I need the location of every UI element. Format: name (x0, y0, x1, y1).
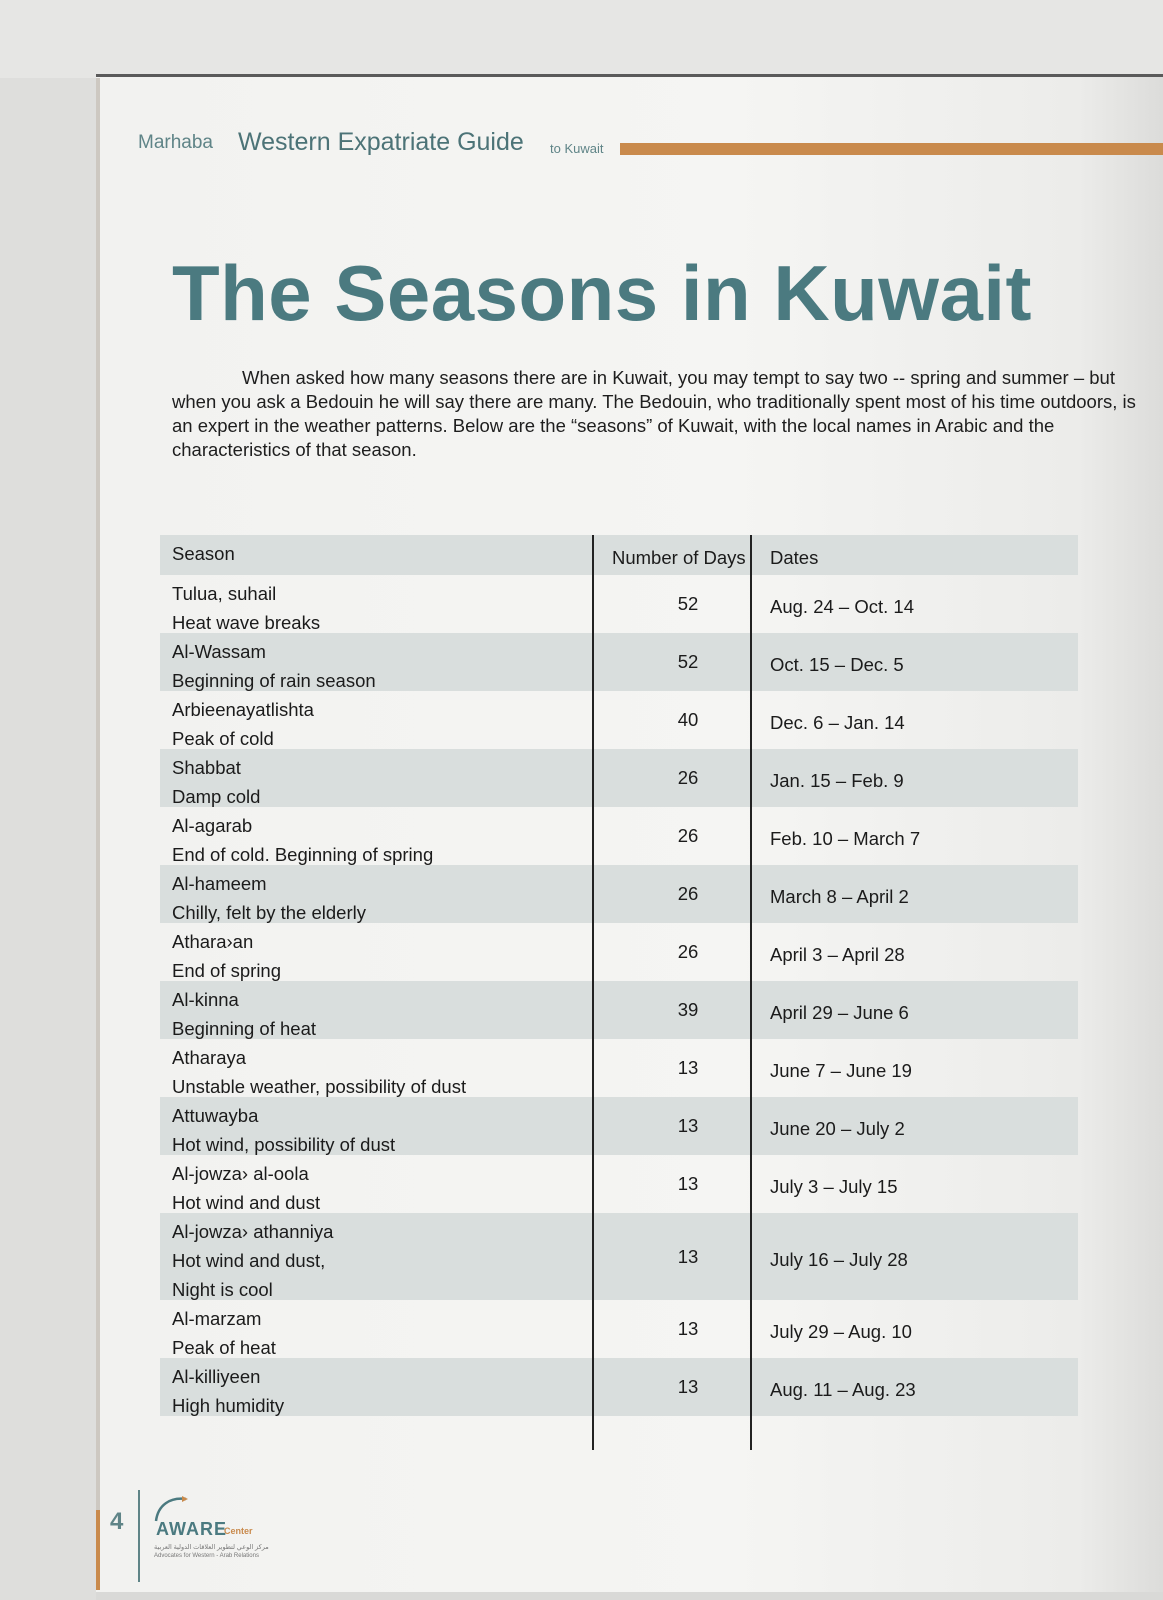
season-name: Al-marzam (172, 1308, 262, 1329)
season-cell (160, 1039, 602, 1097)
table-row (160, 575, 1078, 633)
season-name: Attuwayba (172, 1105, 259, 1126)
table-header-row (160, 535, 1078, 575)
scan-background-top (0, 0, 1163, 78)
season-name: Arbieenayatlishta (172, 699, 314, 720)
table-row (160, 1039, 1078, 1097)
days-cell: 13 (677, 1245, 699, 1267)
season-cell (160, 575, 602, 633)
days-cell: 13 (677, 1057, 699, 1078)
season-name: Al-kinna (172, 989, 239, 1010)
page-title: The Seasons in Kuwait (172, 249, 1033, 337)
table-body (160, 575, 1078, 1416)
season-description: Heat wave breaks (172, 612, 321, 633)
seasons-table (160, 535, 1078, 1416)
season-cell (160, 865, 602, 923)
table-row (160, 1155, 1078, 1213)
footer-orange-mark (96, 1510, 100, 1590)
intro-paragraph: When asked how many seasons there are in Kuwait, you may tempt to say two -- spring and summer – but when you ask a Bedouin he will say there are many. The Bedouin, who traditionally spent most of his time outdoors, is an expert in the weather patterns. Below are the “seasons” of Kuwait, with the local names in Arabic and the characteristics of that season. (172, 367, 1136, 460)
logo-aware-text: AWARE (156, 1519, 228, 1539)
season-cell (160, 1358, 602, 1416)
season-name: Al-agarab (172, 815, 253, 836)
season-description: Chilly, felt by the elderly (172, 902, 366, 923)
season-name: Al-hameem (172, 873, 267, 894)
season-cell (160, 981, 602, 1039)
table-row (160, 981, 1078, 1039)
header-days: Number of Days (612, 547, 746, 568)
dates-cell: Feb. 10 – March 7 (770, 828, 921, 849)
season-description: Unstable weather, possibility of dust (172, 1076, 467, 1097)
season-name: Al-Wassam (172, 641, 266, 662)
table-row (160, 691, 1078, 749)
dates-cell: Aug. 11 – Aug. 23 (770, 1379, 916, 1400)
running-header (138, 128, 1163, 162)
season-description: High humidity (172, 1395, 285, 1416)
days-cell: 52 (677, 651, 699, 672)
header-to-kuwait: to Kuwait (550, 141, 604, 156)
season-name: Al-jowza› athanniya (172, 1221, 334, 1242)
season-description: Hot wind and dust, (172, 1250, 326, 1271)
season-cell (160, 691, 602, 749)
dates-cell: Oct. 15 – Dec. 5 (770, 654, 904, 675)
days-cell: 13 (677, 1173, 699, 1194)
season-cell (160, 807, 602, 865)
season-name: Atharaya (172, 1047, 247, 1068)
days-cell: 13 (677, 1115, 699, 1136)
dates-cell: Aug. 24 – Oct. 14 (770, 596, 914, 617)
season-name: Al-jowza› al-oola (172, 1163, 309, 1184)
aware-center-logo (152, 1495, 272, 1565)
season-description: End of cold. Beginning of spring (172, 844, 434, 865)
table-row (160, 865, 1078, 923)
season-description: Hot wind, possibility of dust (172, 1134, 396, 1155)
season-description: Hot wind and dust (172, 1192, 321, 1213)
dates-cell: April 29 – June 6 (770, 1002, 909, 1023)
dates-cell: April 3 – April 28 (770, 944, 905, 965)
season-description: Damp cold (172, 786, 261, 807)
logo-arabic-text: مركز الوعي لتطوير العلاقات الدولية العربية (154, 1544, 269, 1551)
days-cell: 52 (677, 593, 699, 614)
days-cell: 26 (677, 883, 699, 904)
season-description: Night is cool (172, 1279, 273, 1300)
dates-cell: June 7 – June 19 (770, 1060, 912, 1081)
season-name: Shabbat (172, 757, 241, 778)
season-cell (160, 749, 602, 807)
dates-cell: July 29 – Aug. 10 (770, 1321, 912, 1342)
dates-cell: June 20 – July 2 (770, 1118, 905, 1139)
table-row (160, 1358, 1078, 1416)
logo-center-text: Center (224, 1526, 253, 1536)
column-divider-2 (750, 535, 752, 1450)
header-orange-bar (620, 143, 1163, 155)
days-cell: 26 (677, 941, 699, 962)
season-description: Beginning of heat (172, 1018, 317, 1039)
season-description: Peak of cold (172, 728, 274, 749)
days-cell: 40 (677, 709, 699, 730)
season-cell (160, 1155, 602, 1213)
header-guide-title: Western Expatriate Guide (238, 128, 524, 156)
season-description: Peak of heat (172, 1337, 276, 1358)
season-cell (160, 1097, 602, 1155)
season-name: Tulua, suhail (172, 583, 277, 604)
season-cell (160, 1300, 602, 1358)
dates-cell: Jan. 15 – Feb. 9 (770, 770, 904, 791)
table-row (160, 807, 1078, 865)
season-name: Al-killiyeen (172, 1366, 261, 1387)
table-row (160, 1097, 1078, 1155)
header-season: Season (172, 543, 235, 564)
season-description: End of spring (172, 960, 282, 981)
season-cell (160, 1213, 602, 1300)
header-dates: Dates (770, 547, 819, 568)
column-divider-1 (592, 535, 594, 1450)
scan-background-left (0, 78, 96, 1600)
table-row (160, 633, 1078, 691)
dates-cell: March 8 – April 2 (770, 886, 909, 907)
season-name: Athara›an (172, 931, 254, 952)
days-cell: 13 (677, 1318, 699, 1339)
table-row (160, 1213, 1078, 1300)
table-row (160, 923, 1078, 981)
page-number: 4 (110, 1508, 124, 1535)
dates-cell: Dec. 6 – Jan. 14 (770, 712, 905, 733)
days-cell: 39 (677, 999, 699, 1020)
table-row (160, 1300, 1078, 1358)
footer-divider (138, 1490, 140, 1582)
table-row (160, 749, 1078, 807)
season-cell (160, 633, 602, 691)
days-cell: 26 (677, 825, 699, 846)
dates-cell: July 3 – July 15 (770, 1176, 898, 1197)
dates-cell: July 16 – July 28 (770, 1248, 908, 1270)
season-cell (160, 923, 602, 981)
season-description: Beginning of rain season (172, 670, 376, 691)
page-edge (96, 78, 100, 1590)
days-cell: 13 (677, 1376, 699, 1397)
header-brand: Marhaba (138, 132, 213, 153)
days-cell: 26 (677, 767, 699, 788)
logo-tagline: Advocates for Western - Arab Relations (154, 1553, 259, 1559)
